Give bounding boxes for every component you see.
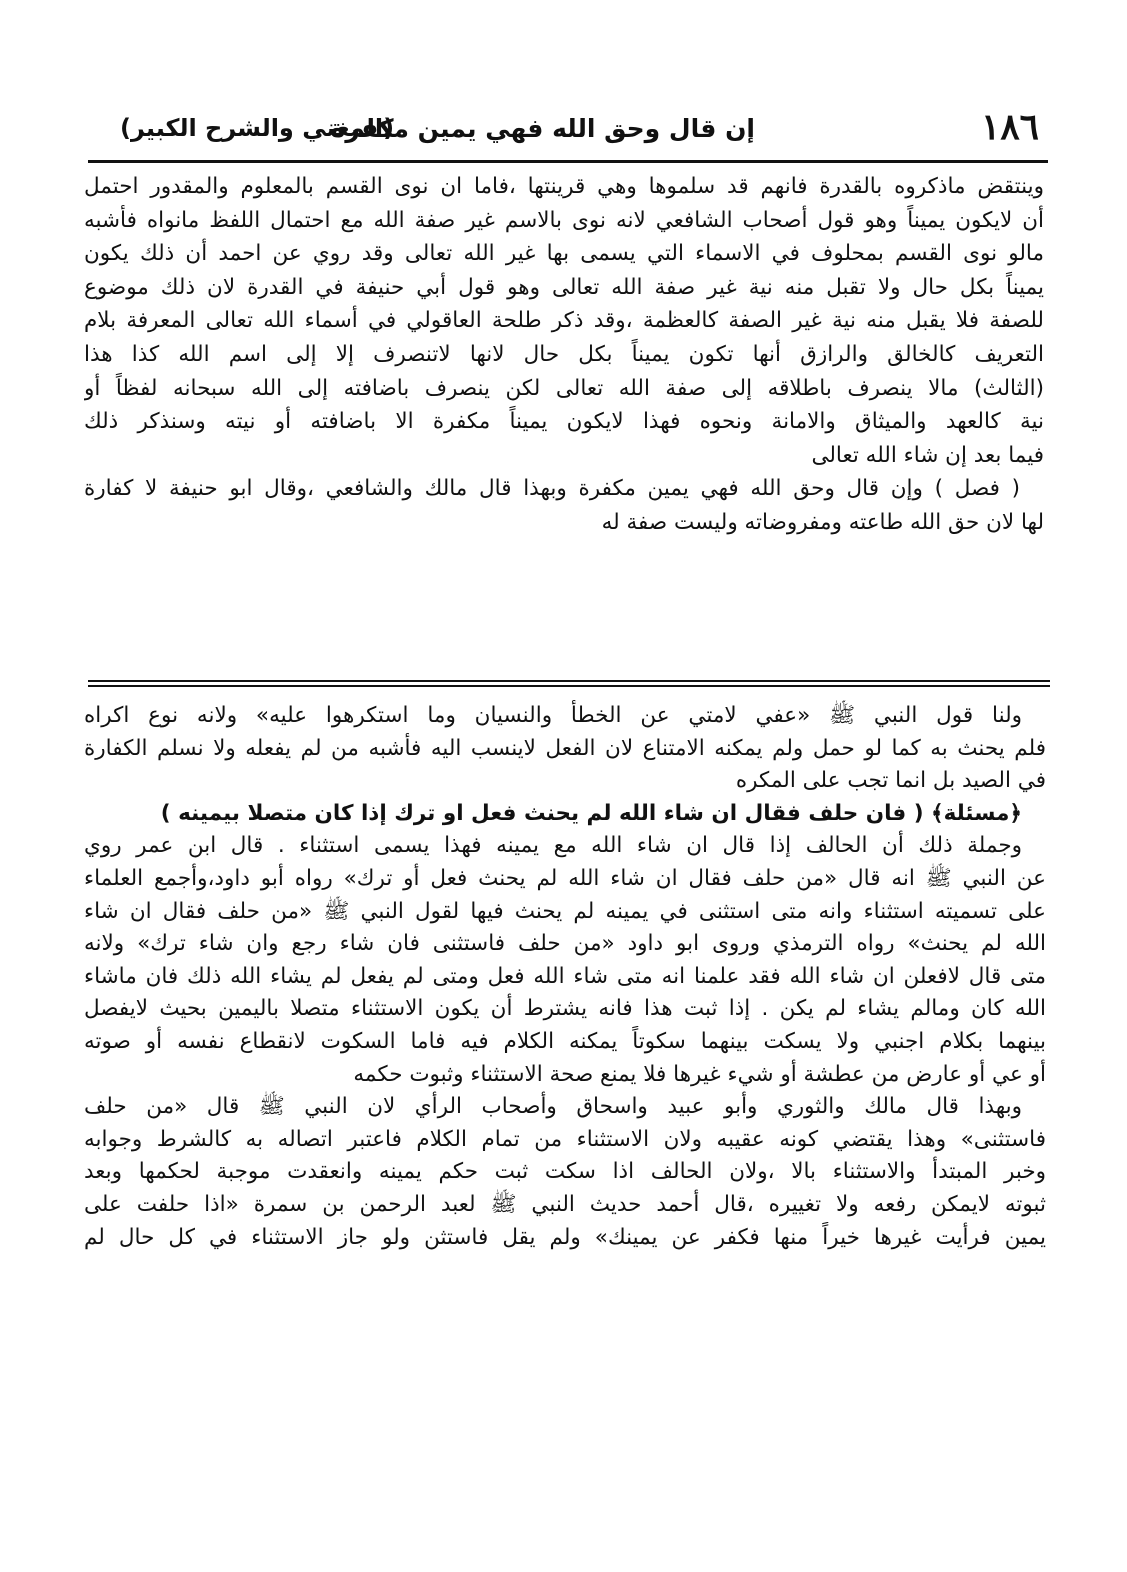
text-line: الله كان ومالم يشاء لم يكن . إذا ثبت هذا فانه يشترط أن يكون الاستثناء متصلا باليمين بحيث لايفصل (84, 996, 1046, 1022)
text-line: للصفة فلا يقبل منه نية غير الصفة كالعظمة ،وقد ذكر طلحة العاقولي في أسماء الله تعالى المعرفة بلام (84, 308, 1044, 334)
page-header (80, 106, 1045, 154)
text-line: يميناً بكل حال ولا تقبل منه نية غير صفة الله تعالى وهو قول أبي حنيفة في القدرة لان ذلك موضوع (84, 274, 1044, 300)
text-line: ثبوته لايمكن رفعه ولا تغييره ،قال أحمد حديث النبي ﷺ لعبد الرحمن بن سمرة «اذا حلفت على (84, 1191, 1046, 1217)
text-line: أن لايكون يميناً وهو قول أصحاب الشافعي لانه نوى بالاسم غير صفة الله مع احتمال اللفظ مانواه فأشبه (84, 207, 1044, 233)
text-line: فلم يحنث به كما لو حمل ولم يمكنه الامتناع لان الفعل لاينسب اليه فأشبه من لم يفعله ولا نسلم الكفارة (84, 735, 1046, 761)
text-line: وخبر المبتدأ والاستثناء بالا ،ولان الحالف اذا سكت ثبت حكم يمينه وانعقدت موجبة لحكمها وبعد (84, 1159, 1046, 1185)
commentary-text-block (84, 700, 1046, 1254)
text-line: وينتقض ماذكروه بالقدرة فانهم قد سلموها وهي قرينتها ،فاما ان نوى القسم بالمعلوم والمقدور احتمل (84, 174, 1044, 199)
header-rule (88, 160, 1048, 163)
page-number: ١٨٦ (980, 106, 1039, 148)
text-line: لها لان حق الله طاعته ومفروضاته وليست صفة له (601, 509, 1044, 535)
running-title: إن قال وحق الله فهي يمين مكفرة (330, 114, 755, 143)
main-text-block (84, 170, 1044, 540)
divider-rule-lower (88, 685, 1050, 687)
text-line: عن النبي ﷺ انه قال «من حلف فقال ان شاء الله لم يحنث فعل أو ترك» رواه أبو داود،وأجمع العلماء (84, 865, 1046, 891)
text-line: يمين فرأيت غيرها خيراً منها فكفر عن يمينك» ولم يقل فاستثن ولو جاز الاستثناء في كل حال لم (84, 1224, 1046, 1250)
text-line: على تسميته استثناء وانه متى استثنى في يمينه لم يحنث فيها لقول النبي ﷺ «من حلف فقال ان شاء (84, 898, 1046, 924)
text-line: وجملة ذلك أن الحالف إذا قال ان شاء الله مع يمينه فهذا يسمى استثناء . قال ابن عمر روي (84, 833, 1022, 859)
text-line: في الصيد بل انما تجب على المكره (735, 768, 1046, 794)
section-divider (88, 680, 1050, 688)
text-line: فيما بعد إن شاء الله تعالى (811, 442, 1044, 468)
text-line: (الثالث) مالا ينصرف باطلاقه إلى صفة الله تعالى لكن ينصرف باضافته إلى الله سبحانه لفظاً أو (84, 375, 1044, 401)
text-line: بينهما بكلام اجنبي ولا يسكت بينهما سكوتاً يمكنه الكلام فيه فاما السكوت لانقطاع نفسه أو صوته (84, 1028, 1046, 1054)
text-line: نية كالعهد والميثاق والامانة ونحوه فهذا لايكون يميناً مكفرة الا باضافته أو نيته وسنذكر ذلك (84, 409, 1044, 435)
section-heading-line: ( فصل ) وإن قال وحق الله فهي يمين مكفرة وبهذا قال مالك والشافعي ،وقال ابو حنيفة لا كفارة (84, 476, 1020, 502)
divider-rule-upper (88, 680, 1050, 682)
text-line: أو عي أو عارض من عطشة أو شيء غيرها فلا يمنع صحة الاستثناء وثبوت حكمه (353, 1061, 1046, 1087)
text-line: التعريف كالخالق والرازق أنها تكون يميناً بكل حال لانها لاتنصرف إلا إلى اسم الله كذا هذا (84, 341, 1044, 367)
text-line: وبهذا قال مالك والثوري وأبو عبيد واسحاق وأصحاب الرأي لان النبي ﷺ قال «من حلف (84, 1094, 1022, 1120)
book-title: (المغني والشرح الكبير) (120, 114, 395, 142)
text-line: متى قال لافعلن ان شاء الله فقد علمنا انه متى شاء الله فعل ومتى لم يفعل لم يشاء الله ذلك فان ماشاء (84, 963, 1046, 989)
text-line: الله لم يحنث» رواه الترمذي وروى ابو داود «من حلف فاستثنى فان شاء رجع وان شاء ترك» ولانه (84, 931, 1046, 957)
masala-heading-line: ﴿مسئلة﴾ ( فان حلف فقال ان شاء الله لم يحنث فعل او ترك إذا كان متصلا بيمينه ) (160, 800, 1022, 826)
text-line: ولنا قول النبي ﷺ «عفي لامتي عن الخطأ والنسيان وما استكرهوا عليه» ولانه نوع اكراه (84, 703, 1022, 728)
text-line: فاستثنى» وهذا يقتضي كونه عقيبه ولان الاستثناء من تمام الكلام فاعتبر اتصاله به كالشرط وجوابه (84, 1126, 1046, 1152)
text-line: مالو نوى القسم بمحلوف في الاسماء التي يسمى بها غير الله تعالى وقد روي عن احمد أن ذلك يكون (84, 241, 1044, 267)
